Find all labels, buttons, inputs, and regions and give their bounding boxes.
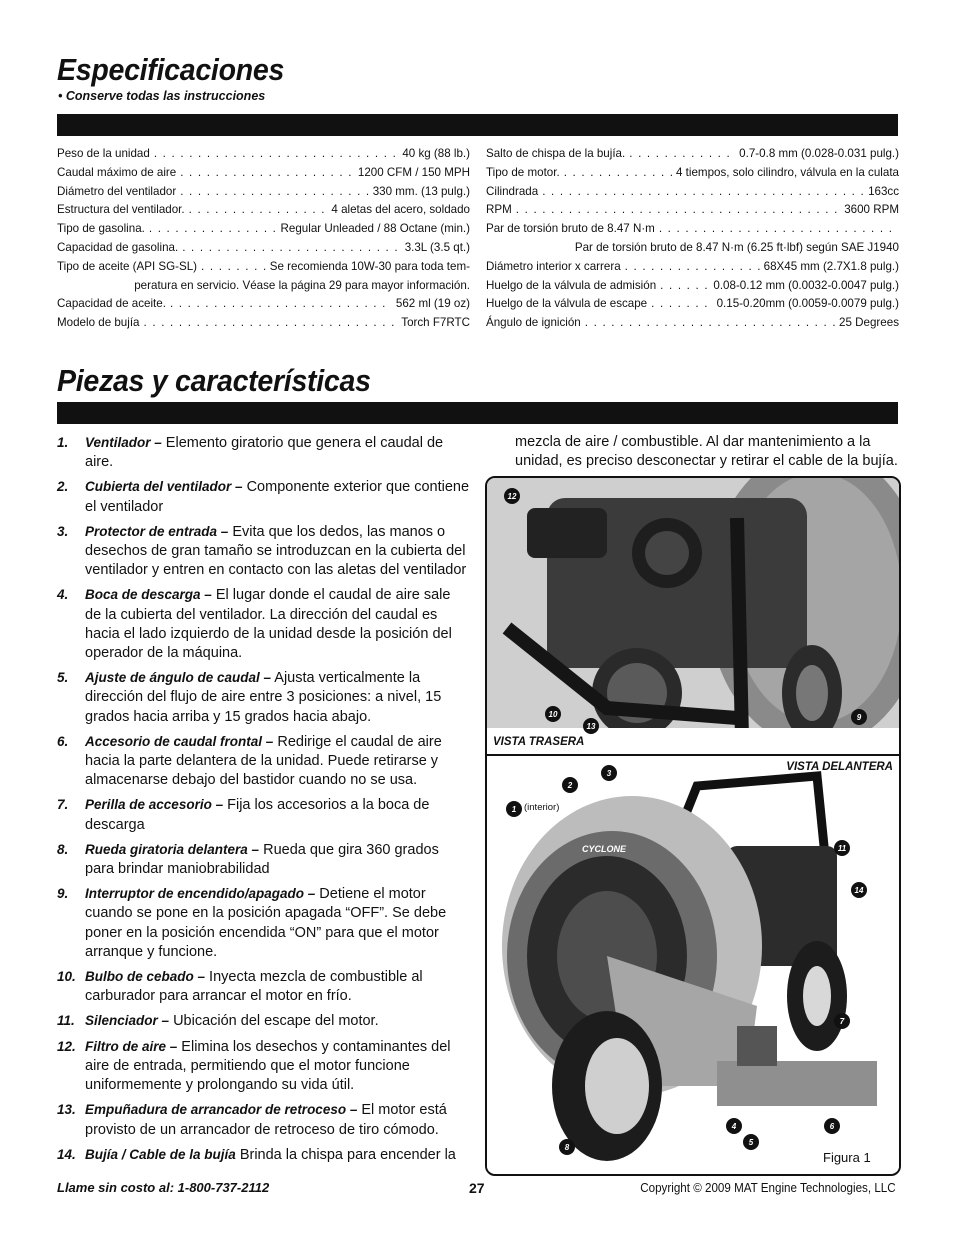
part-item [57, 668, 470, 727]
part-number: 9. [57, 886, 69, 902]
spec-label: Tipo de motor. [486, 165, 560, 179]
cyclone-label: CYCLONE [582, 844, 627, 854]
spec-label: Capacidad de aceite. [57, 297, 166, 311]
part-description: Redirige el caudal de aire hacia la parte delantera de la unidad. Puede retirarse y almacenarse debajo del bastidor cuando no se usa. [85, 733, 442, 789]
spec-value: 68X45 mm (2.7X1.8 pulg.) [763, 259, 899, 273]
part-number: 4. [57, 587, 69, 603]
leader-dots [564, 164, 672, 183]
part-item [57, 795, 470, 834]
spec-continuation: peratura en servicio. Véase la página 29 para mayor información. [134, 278, 470, 292]
page-number: 27 [469, 1180, 485, 1196]
spec-value: 330 mm. (13 pulg.) [372, 184, 470, 198]
spec-value: 0.7-0.8 mm (0.028-0.031 pulg.) [739, 147, 899, 160]
callout-badge-5: 5 [743, 1134, 759, 1150]
part-term: Cubierta del ventilador – [85, 479, 243, 495]
spec-value: 0.15-0.20mm (0.0059-0.0079 pulg.) [716, 297, 899, 311]
spec-row [486, 295, 899, 314]
leader-dots [201, 258, 266, 277]
spec-label: Tipo de gasolina. [57, 222, 145, 236]
part-item [57, 477, 470, 516]
spec-value: 4 aletas del acero, soldado [331, 203, 470, 217]
part-description: Componente exterior que contiene el ventilador [85, 479, 470, 515]
page-subtitle: • Conserve todas las instrucciones [58, 89, 266, 103]
part-number: 11. [57, 1013, 75, 1029]
callout-badge-3: 3 [601, 765, 617, 781]
leader-dots [180, 183, 368, 202]
spec-row [486, 258, 899, 277]
spec-value: Regular Unleaded / 88 Octane (min.) [280, 222, 470, 236]
spec-label: Huelgo de la válvula de admisión [486, 278, 657, 292]
spec-row [57, 295, 470, 314]
callout-badge-11: 11 [834, 840, 850, 856]
part-item [57, 732, 470, 791]
spec-row [57, 201, 470, 220]
part-number: 10. [57, 969, 76, 985]
spec-label: Diámetro interior x carrera [486, 259, 621, 273]
callout-badge-9: 9 [851, 709, 867, 725]
part-term: Filtro de aire – [85, 1038, 178, 1054]
leader-dots [659, 220, 895, 239]
part-term: Empuñadura de arrancador de retroceso – [85, 1102, 358, 1118]
spec-value: 562 ml (19 oz) [395, 297, 470, 311]
part-description: El motor está provisto de un arrancador de retroceso de tiro cómodo. [85, 1102, 447, 1138]
footer-phone: Llame sin costo al: 1-800-737-2112 [57, 1180, 270, 1195]
footer-copyright: Copyright © 2009 MAT Engine Technologies, LLC [640, 1181, 896, 1195]
leader-dots [585, 314, 835, 333]
callout-badge-10: 10 [545, 706, 561, 722]
part-item [57, 1011, 470, 1031]
spec-label: Tipo de aceite (API SG-SL) [57, 259, 198, 273]
spec-label: Capacidad de gasolina. [57, 240, 179, 254]
callout-badge-14: 14 [851, 882, 867, 898]
part-number: 7. [57, 797, 69, 813]
callout-badge-13: 13 [583, 718, 599, 734]
part-description: Inyecta mezcla de combustible al carburador para arrancar el motor en frío. [85, 969, 423, 1005]
part-description: Brinda la chispa para encender la [235, 1146, 456, 1163]
part-item [57, 1145, 470, 1165]
part-item [57, 433, 470, 472]
part-number: 1. [57, 435, 69, 450]
part-term: Accesorio de caudal frontal – [85, 733, 274, 749]
spec-value: Se recomienda 10W-30 para toda tem- [269, 259, 470, 273]
spec-row [486, 314, 899, 333]
part-description: Detiene el motor cuando se pone en la posición apagada “OFF”. Se debe poner en la posición encendida “ON” para que el motor arranque y funcione. [85, 886, 447, 960]
part-description: Ubicación del escape del motor. [169, 1013, 379, 1030]
front-view-photo [487, 756, 899, 1172]
part-number: 2. [57, 479, 69, 495]
spec-label: Par de torsión bruto de 8.47 N·m [486, 222, 655, 236]
callout-badge-4: 4 [726, 1118, 742, 1134]
part-term: Rueda giratoria delantera – [85, 841, 260, 857]
spec-label: Caudal máximo de aire [57, 165, 177, 179]
parts-header-bar [57, 402, 898, 424]
spec-row [57, 220, 470, 239]
part-term: Interruptor de encendido/apagado – [85, 886, 316, 902]
callout-badge-7: 7 [834, 1013, 850, 1029]
part-description: Ajusta verticalmente la dirección del flujo de aire entre 3 posiciones: a nivel, 15 grados hacia arriba y 15 grados hacia abajo. [85, 670, 442, 725]
part-number: 8. [57, 841, 69, 857]
leader-dots [516, 201, 840, 220]
spec-label: Salto de chispa de la bujía. [486, 147, 626, 160]
spec-label: Huelgo de la válvula de escape [486, 297, 648, 311]
part-term: Protector de entrada – [85, 523, 229, 539]
leader-dots [651, 295, 712, 314]
spec-value: 25 Degrees [839, 316, 899, 330]
spec-label: RPM [486, 203, 512, 217]
part-number: 6. [57, 733, 69, 749]
rear-view-caption: VISTA TRASERA [493, 736, 585, 748]
part-term: Ajuste de ángulo de caudal – [85, 670, 272, 686]
callout-badge-8: 8 [559, 1139, 575, 1155]
part-term: Bujía / Cable de la bujía [85, 1146, 236, 1162]
spec-row [57, 258, 470, 277]
spec-row [57, 239, 470, 258]
spec-value: 3600 RPM [844, 203, 899, 217]
spec-value: Torch F7RTC [401, 316, 470, 330]
part-description: Elimina los desechos y contaminantes del aire de entrada, permitiendo que el motor funcione uniformemente y prolongando su vida útil. [85, 1038, 451, 1094]
part-number: 12. [57, 1038, 76, 1054]
leader-dots [542, 183, 864, 202]
part-number: 14. [57, 1146, 76, 1162]
page-title: Especificaciones [57, 52, 285, 87]
front-view-caption: VISTA DELANTERA [786, 761, 893, 773]
part-item [57, 967, 470, 1006]
leader-dots [144, 314, 398, 333]
specs-right [486, 145, 899, 333]
spec-row [486, 145, 899, 164]
part-item [57, 840, 470, 879]
spec-value: 163cc [868, 184, 899, 198]
figure-1 [485, 476, 901, 1176]
spec-value: 1200 CFM / 150 MPH [357, 165, 470, 179]
part-item [57, 1037, 470, 1096]
part-item [57, 1100, 470, 1139]
specs-left [57, 145, 470, 333]
part-description: Elemento giratorio que genera el caudal de aire. [85, 435, 444, 471]
callout-badge-1: 1 [506, 801, 522, 817]
leader-dots [629, 145, 735, 164]
part-term: Perilla de accesorio – [85, 797, 224, 813]
spec-value: 0.08-0.12 mm (0.0032-0.0047 pulg.) [713, 278, 899, 292]
spec-row [486, 277, 899, 296]
parts-list [57, 433, 470, 1170]
part-item [57, 585, 470, 663]
leader-dots [180, 164, 354, 183]
callout-badge-2: 2 [562, 777, 578, 793]
parts-title: Piezas y características [57, 363, 371, 398]
part-number: 3. [57, 523, 69, 539]
leader-dots [189, 201, 328, 220]
spec-label: Estructura del ventilador. [57, 203, 185, 217]
spec-row [57, 314, 470, 333]
part-item [57, 884, 470, 962]
spec-header-bar [57, 114, 898, 136]
part-term: Boca de descarga – [85, 587, 212, 603]
spec-value: 3.3L (3.5 qt.) [404, 240, 470, 254]
part-description: Fija los accesorios a la boca de descarga [85, 797, 430, 833]
spec-label: Diámetro del ventilador [57, 184, 177, 198]
spec-row [57, 183, 470, 202]
spec-row [486, 164, 899, 183]
leader-dots [625, 258, 760, 277]
spec-row [486, 220, 899, 239]
part-item [57, 522, 470, 581]
spec-value: 40 kg (88 lb.) [402, 147, 470, 160]
part-description: El lugar donde el caudal de aire sale de la cubierta del ventilador. La dirección del caudal es hacia el lado izquierdo de la unidad desde la posición del operador de la máquina. [85, 587, 452, 662]
spec-row [57, 164, 470, 183]
interior-label: (interior) [524, 802, 560, 813]
spec-value: 4 tiempos, solo cilindro, válvula en la culata [676, 165, 899, 179]
leader-dots [149, 220, 277, 239]
figure-label: Figura 1 [823, 1150, 871, 1165]
spec-row [57, 145, 470, 164]
spec-row [486, 183, 899, 202]
part-term: Bulbo de cebado – [85, 969, 206, 985]
leader-dots [182, 239, 401, 258]
spec-label: Peso de la unidad [57, 147, 150, 160]
part-term: Ventilador – [85, 435, 162, 450]
spec-row [486, 201, 899, 220]
spec-label: Cilindrada [486, 184, 539, 198]
continuation-text: mezcla de aire / combustible. Al dar mantenimiento a la unidad, es preciso desconectar y retirar el cable de la bujía. [515, 434, 898, 470]
part-number: 5. [57, 670, 69, 686]
leader-dots [154, 145, 399, 164]
part-number: 13. [57, 1102, 76, 1118]
spec-continuation: Par de torsión bruto de 8.47 N·m (6.25 ft·lbf) según SAE J1940 [574, 240, 899, 254]
spec-label: Modelo de bujía [57, 316, 140, 330]
leader-dots [170, 295, 392, 314]
part-description: Evita que los dedos, las manos o desechos de gran tamaño se introduzcan en la cubierta del ventilador y entren en contacto con las aletas del ventilador [85, 523, 467, 579]
part-term: Silenciador – [85, 1013, 170, 1029]
callout-badge-6: 6 [824, 1118, 840, 1134]
callout-badge-12: 12 [504, 488, 520, 504]
spec-label: Ángulo de ignición [486, 316, 581, 330]
part-description: Rueda que gira 360 grados para brindar maniobrabilidad [85, 841, 439, 878]
leader-dots [660, 277, 709, 296]
